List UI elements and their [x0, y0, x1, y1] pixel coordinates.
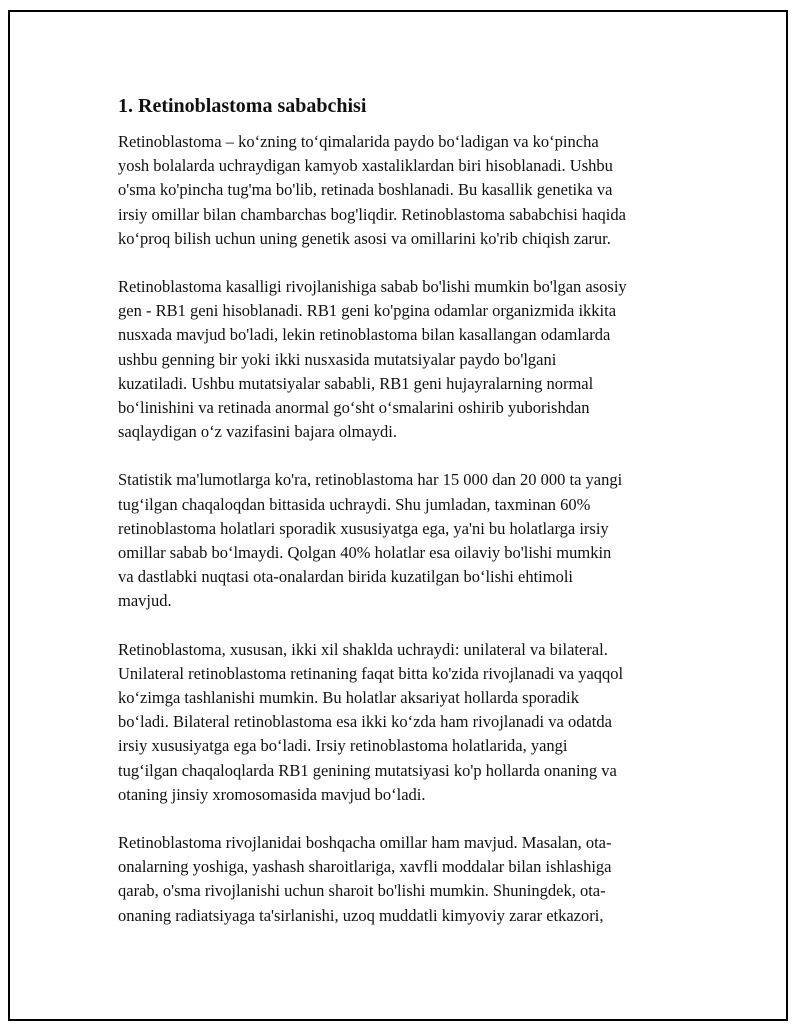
text-line: bo‘ladi. Bilateral retinoblastoma esa ikki ko‘zda ham rivojlanadi va odatda: [118, 712, 612, 732]
text-line: onaning radiatsiyaga ta'sirlanishi, uzoq muddatli kimyoviy zarar etkazori,: [118, 905, 604, 925]
text-line: nusxada mavjud bo'ladi, lekin retinoblastoma bilan kasallangan odamlarda: [118, 325, 611, 345]
text-line: Retinoblastoma rivojlanidai boshqacha omillar ham mavjud. Masalan, ota-: [118, 833, 612, 853]
text-line: irsiy omillar bilan chambarchas bog'liqdir. Retinoblastoma sababchisi haqida: [118, 204, 626, 224]
text-line: retinoblastoma holatlari sporadik xususiyatga ega, ya'ni bu holatlarga irsiy: [118, 518, 609, 538]
text-line: Statistik ma'lumotlarga ko'ra, retinoblastoma har 15 000 dan 20 000 ta yangi: [118, 470, 623, 490]
text-line: qarab, o'sma rivojlanishi uchun sharoit bo'lishi mumkin. Shuningdek, ota-: [118, 881, 606, 901]
paragraph-2: [118, 275, 698, 444]
text-line: ushbu genning bir yoki ikki nusxasida mutatsiyalar paydo bo'lgani: [118, 349, 557, 369]
section-heading: 1. Retinoblastoma sababchisi: [118, 95, 367, 117]
text-line: Retinoblastoma – ko‘zning to‘qimalarida paydo bo‘ladigan va ko‘pincha: [118, 132, 599, 151]
paragraph-1: [118, 130, 698, 251]
text-line: saqlaydigan o‘z vazifasini bajara olmaydi.: [118, 422, 398, 442]
text-line: kuzatiladi. Ushbu mutatsiyalar sababli, RB1 geni hujayralarning normal: [118, 373, 594, 393]
paragraph-5: [118, 831, 698, 928]
text-line: Retinoblastoma kasalligi rivojlanishiga sabab bo'lishi mumkin bo'lgan asosiy: [118, 277, 627, 297]
text-line: ko‘zimga tashlanishi mumkin. Bu holatlar aksariyat hollarda sporadik: [118, 688, 579, 708]
text-line: tug‘ilgan chaqaloqdan bittasida uchraydi. Shu jumladan, taxminan 60%: [118, 494, 591, 514]
text-line: onalarning yoshiga, yashash sharoitlariga, xavfli moddalar bilan ishlashiga: [118, 857, 612, 877]
paragraph-4: [118, 638, 698, 807]
text-line: yosh bolalarda uchraydigan kamyob xastaliklardan biri hisoblanadi. Ushbu: [118, 156, 613, 176]
text-line: ko‘proq bilish uchun uning genetik asosi va omillarini ko'rib chiqish zarur.: [118, 228, 611, 248]
text-line: gen - RB1 geni hisoblanadi. RB1 geni ko'pgina odamlar organizmida ikkita: [118, 301, 617, 321]
paragraph-3: [118, 468, 698, 613]
text-line: bo‘linishini va retinada anormal go‘sht o‘smalarini oshirib yuborishdan: [118, 398, 590, 418]
text-line: omillar sabab bo‘lmaydi. Qolgan 40% holatlar esa oilaviy bo'lishi mumkin: [118, 543, 612, 563]
text-line: tug‘ilgan chaqaloqlarda RB1 genining mutatsiyasi ko'p hollarda onaning va: [118, 760, 617, 780]
text-line: va dastlabki nuqtasi ota-onalardan birida kuzatilgan bo‘lishi ehtimoli: [118, 567, 574, 587]
document-body: [118, 92, 698, 952]
text-line: Unilateral retinoblastoma retinaning faqat bitta ko'zida rivojlanadi va yaqqol: [118, 663, 624, 683]
text-line: irsiy xususiyatga ega bo‘ladi. Irsiy retinoblastoma holatlarida, yangi: [118, 736, 568, 756]
text-line: o'sma ko'pincha tug'ma bo'lib, retinada boshlanadi. Bu kasallik genetika va: [118, 180, 613, 200]
text-line: mavjud.: [118, 591, 172, 611]
text-line: otaning jinsiy xromosomasida mavjud bo‘ladi.: [118, 784, 426, 804]
text-line: Retinoblastoma, xususan, ikki xil shaklda uchraydi: unilateral va bilateral.: [118, 639, 608, 659]
